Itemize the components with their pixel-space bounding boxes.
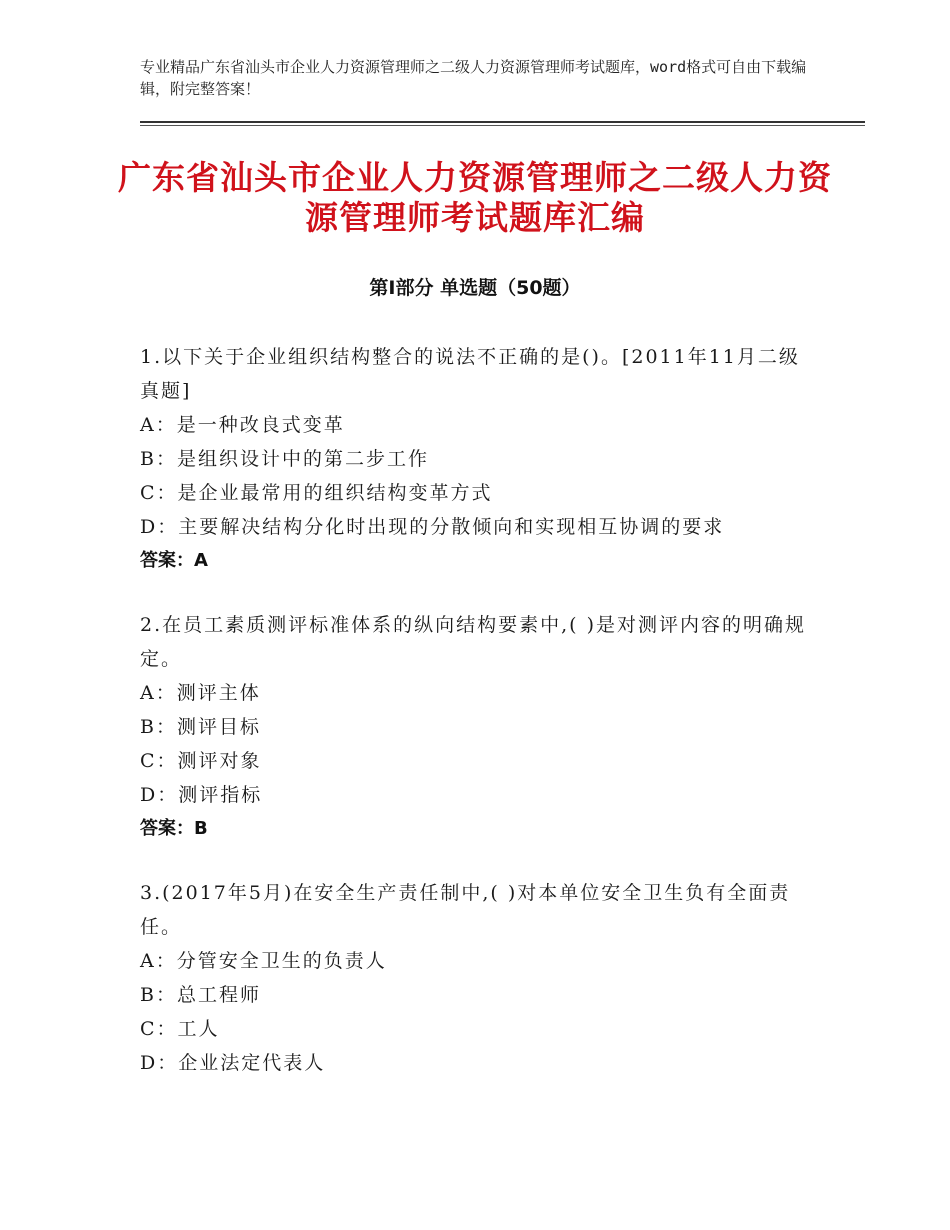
option-b: B：测评目标 [140, 716, 261, 738]
option-d: D：企业法定代表人 [140, 1052, 326, 1074]
option-b: B：总工程师 [140, 984, 261, 1006]
option-a: A：测评主体 [140, 682, 261, 704]
option-d: D：主要解决结构分化时出现的分散倾向和实现相互协调的要求 [140, 516, 725, 538]
question-list [140, 340, 810, 1110]
option-c: C：是企业最常用的组织结构变革方式 [140, 482, 493, 504]
option-a: A：分管安全卫生的负责人 [140, 950, 387, 972]
option-b: B：是组织设计中的第二步工作 [140, 448, 429, 470]
header-note: 专业精品广东省汕头市企业人力资源管理师之二级人力资源管理师考试题库，word格式可自由下载编辑，附完整答案！ [140, 58, 807, 98]
option-a: A：是一种改良式变革 [140, 414, 345, 436]
section-title: 第Ⅰ部分 单选题（50题） [369, 277, 581, 299]
answer: 答案：A [140, 550, 208, 571]
question-2 [140, 608, 810, 846]
question-1 [140, 340, 810, 578]
option-c: C：测评对象 [140, 750, 262, 772]
question-stem: 2.在员工素质测评标准体系的纵向结构要素中,( )是对测评内容的明确规定。 [140, 614, 807, 670]
option-c: C：工人 [140, 1018, 220, 1040]
question-3 [140, 876, 810, 1080]
document-title: 广东省汕头市企业人力资源管理师之二级人力资源管理师考试题库汇编 [118, 158, 832, 237]
header-divider-thin [140, 125, 865, 126]
option-d: D：测评指标 [140, 784, 263, 806]
answer: 答案：B [140, 818, 208, 839]
header-divider-thick [140, 121, 865, 123]
question-stem: 3.(2017年5月)在安全生产责任制中,( )对本单位安全卫生负有全面责任。 [140, 882, 791, 938]
question-stem: 1.以下关于企业组织结构整合的说法不正确的是()。[2011年11月二级真题] [140, 346, 800, 402]
